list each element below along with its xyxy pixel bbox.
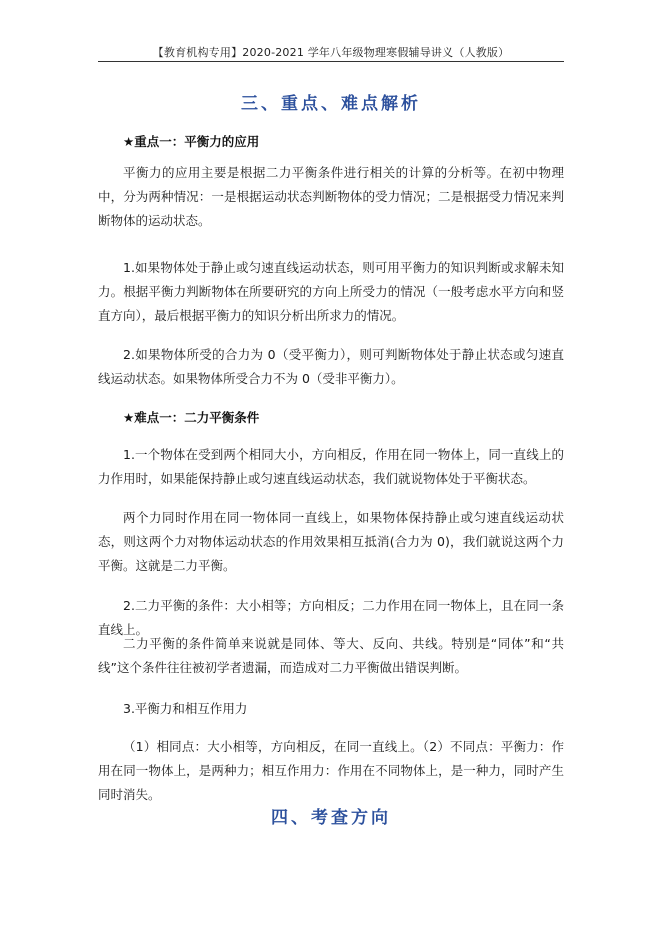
- heading-key-point-one: ★重点一：平衡力的应用: [123, 134, 260, 149]
- section-title-key-points: 三、重点、难点解析: [241, 94, 421, 114]
- header-divider: [98, 61, 564, 62]
- paragraph-balanced-force-point-1: 1.如果物体处于静止或匀速直线运动状态，则可用平衡力的知识判断或求解未知力。根据平衡力判断物体在所要研究的方向上所受力的情况（一般考虑水平方向和竖直方向），最后根据平衡力的知识分析出所求力的情况。: [98, 260, 564, 323]
- paragraph-comparison: （1）相同点：大小相等，方向相反，在同一直线上。（2）不同点：平衡力：作用在同一物体上，是两种力；相互作用力：作用在不同物体上，是一种力，同时产生同时消失。: [98, 739, 564, 802]
- heading-difficulty-one: ★难点一：二力平衡条件: [123, 410, 260, 425]
- paragraph-balanced-force-point-2: 2.如果物体所受的合力为 0（受平衡力），则可判断物体处于静止状态或匀速直线运动状态。如果物体所受合力不为 0（受非平衡力）。: [98, 347, 564, 386]
- section-title-exam-direction: 四、考查方向: [271, 808, 391, 828]
- paragraph-balance-conditions: 2.二力平衡的条件：大小相等；方向相反；二力作用在同一物体上，且在同一条直线上。: [98, 598, 564, 637]
- paragraph-conditions-summary: 二力平衡的条件简单来说就是同体、等大、反向、共线。特别是“同体”和“共线”这个条件往往被初学者遗漏，而造成对二力平衡做出错误判断。: [98, 636, 564, 675]
- page-header: 【教育机构专用】2020-2021 学年八年级物理寒假辅导讲义（人教版）: [152, 46, 510, 59]
- paragraph-two-force-balance: 两个力同时作用在同一物体同一直线上，如果物体保持静止或匀速直线运动状态，则这两个力对物体运动状态的作用效果相互抵消(合力为 0)，我们就说这两个力平衡。这就是二力平衡。: [98, 510, 564, 573]
- paragraph-balance-vs-interaction: 3.平衡力和相互作用力: [123, 701, 248, 716]
- paragraph-equilibrium-definition: 1.一个物体在受到两个相同大小，方向相反，作用在同一物体上，同一直线上的力作用时，如果能保持静止或匀速直线运动状态，我们就说物体处于平衡状态。: [98, 447, 564, 486]
- paragraph-balanced-force-intro: 平衡力的应用主要是根据二力平衡条件进行相关的计算的分析等。在初中物理中，分为两种情况：一是根据运动状态判断物体的受力情况；二是根据受力情况来判断物体的运动状态。: [98, 165, 564, 228]
